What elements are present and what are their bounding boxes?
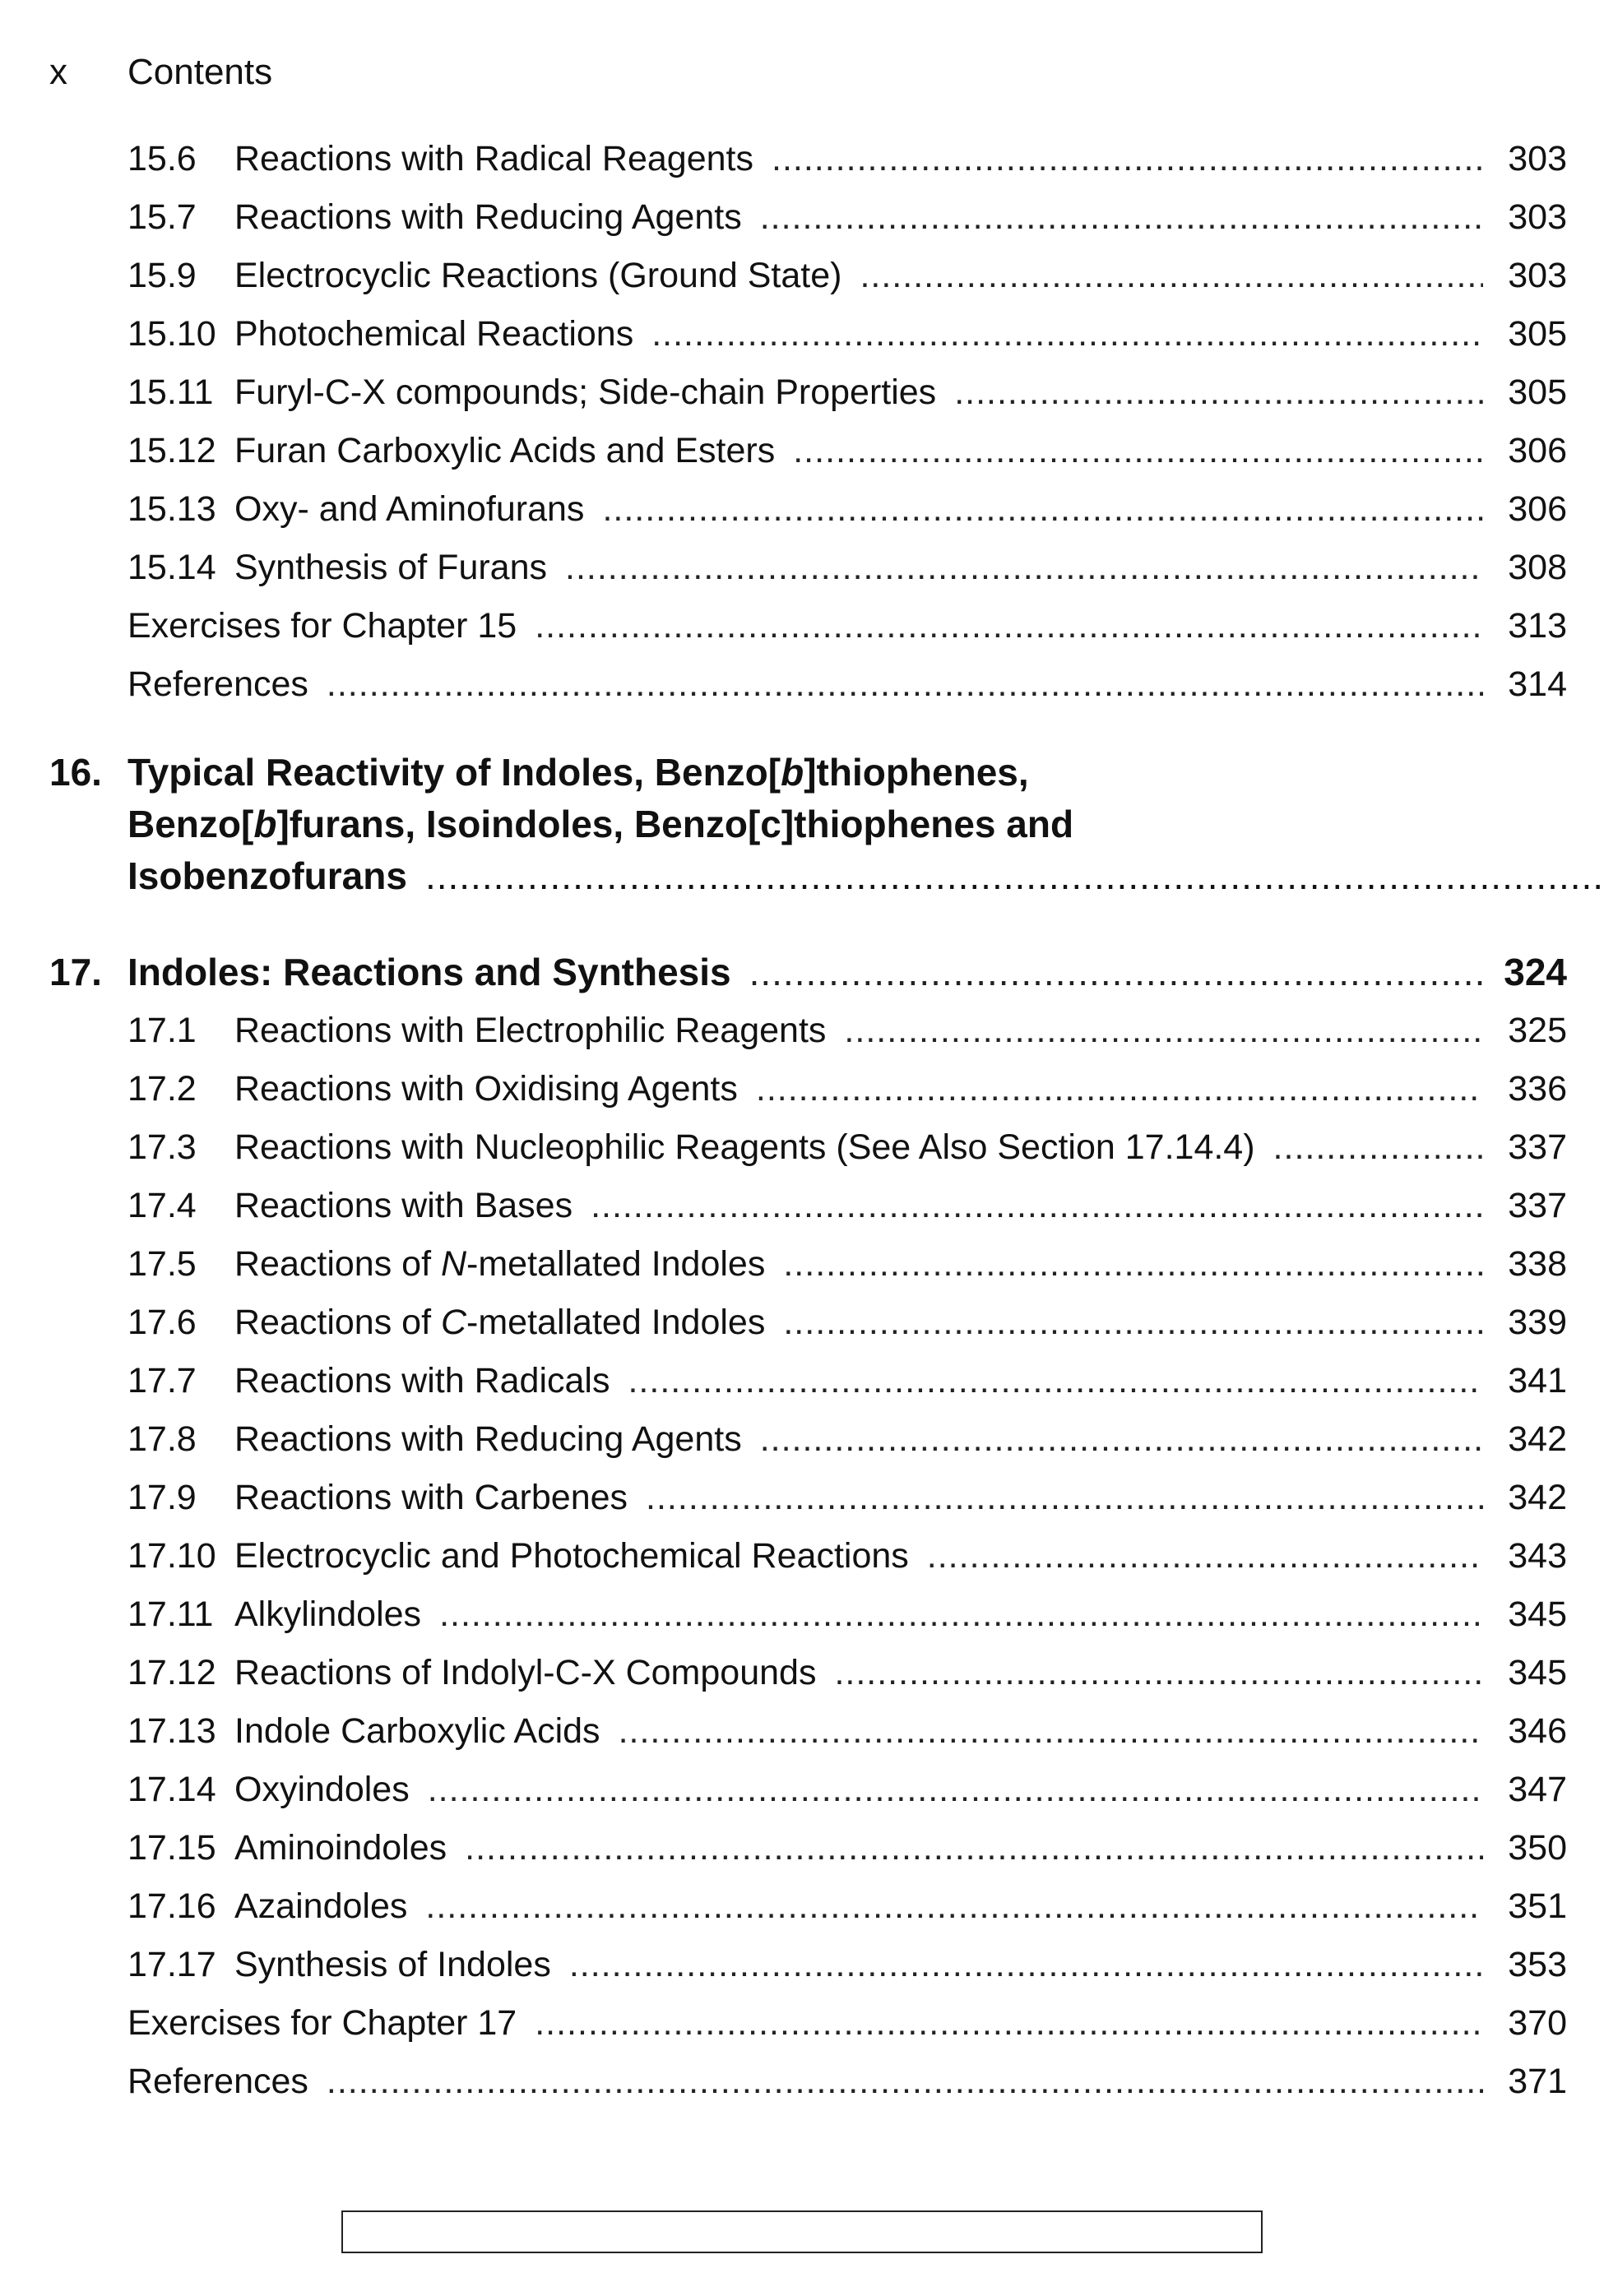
section-number: 17.17 bbox=[127, 1945, 216, 1984]
page-number: 345 bbox=[1508, 1653, 1567, 1692]
section-title: Synthesis of Furans bbox=[234, 548, 548, 587]
section-number: 17.16 bbox=[127, 1886, 216, 1926]
section-number: 15.12 bbox=[127, 431, 216, 470]
section-title: Indole Carboxylic Acids bbox=[234, 1711, 600, 1751]
page-number: 339 bbox=[1508, 1303, 1567, 1342]
dot-leader bbox=[439, 1585, 1483, 1644]
chapter-title-line-3: Isobenzofurans ..... bbox=[127, 850, 1604, 902]
page-number: 350 bbox=[1508, 1828, 1567, 1868]
page-number: 303 bbox=[1508, 139, 1567, 178]
section-number: 17.2 bbox=[127, 1069, 197, 1109]
table-of-contents bbox=[49, 130, 1567, 2111]
page-number: 338 bbox=[1508, 1244, 1567, 1284]
section-title: Oxyindoles bbox=[234, 1770, 410, 1809]
dot-leader bbox=[646, 1469, 1483, 1527]
dot-leader bbox=[425, 1877, 1483, 1936]
dot-leader bbox=[591, 1177, 1483, 1235]
toc-entry-references-17[interactable] bbox=[49, 2053, 1567, 2111]
dot-leader bbox=[834, 1644, 1483, 1702]
dot-leader bbox=[619, 1702, 1483, 1761]
dot-leader bbox=[602, 480, 1483, 539]
dot-leader bbox=[927, 1527, 1483, 1585]
dot-leader bbox=[749, 943, 1483, 1002]
section-title: Reactions with Bases bbox=[234, 1186, 573, 1225]
dot-leader bbox=[1273, 1118, 1483, 1177]
page-number: 353 bbox=[1508, 1945, 1567, 1984]
toc-entry-17-3[interactable] bbox=[49, 1118, 1567, 1177]
toc-entry-references-15[interactable] bbox=[49, 655, 1567, 714]
page-number: 351 bbox=[1508, 1886, 1567, 1926]
toc-chapter-16[interactable] bbox=[49, 747, 1567, 902]
section-number: 15.11 bbox=[127, 373, 214, 412]
section-number: 15.7 bbox=[127, 197, 197, 237]
dot-leader bbox=[772, 130, 1483, 188]
toc-entry-15-11[interactable] bbox=[49, 363, 1567, 422]
section-title: Furan Carboxylic Acids and Esters bbox=[234, 431, 776, 470]
dot-leader bbox=[565, 539, 1483, 597]
section-title: Oxy- and Aminofurans bbox=[234, 489, 585, 529]
section-title: Reactions of N-metallated Indoles bbox=[234, 1244, 766, 1284]
toc-entry-17-4[interactable] bbox=[49, 1177, 1567, 1235]
dot-leader bbox=[756, 1060, 1483, 1118]
section-title: Reactions with Carbenes bbox=[234, 1478, 628, 1517]
section-title: Reactions with Electrophilic Reagents bbox=[234, 1011, 827, 1050]
toc-entry-17-14[interactable] bbox=[49, 1761, 1567, 1819]
page-number: 345 bbox=[1508, 1595, 1567, 1634]
dot-leader bbox=[428, 1761, 1483, 1819]
toc-chapter-17[interactable] bbox=[49, 943, 1567, 1002]
toc-entry-17-15[interactable] bbox=[49, 1819, 1567, 1877]
chapter-number: 16. bbox=[49, 751, 102, 794]
section-number: 15.13 bbox=[127, 489, 216, 529]
section-number: 17.12 bbox=[127, 1653, 216, 1692]
toc-entry-15-9[interactable] bbox=[49, 247, 1567, 305]
page-number: 370 bbox=[1508, 2003, 1567, 2043]
page-number: 305 bbox=[1508, 373, 1567, 412]
section-title: Reactions with Oxidising Agents bbox=[234, 1069, 738, 1109]
chapter-title bbox=[127, 747, 1604, 902]
dot-leader bbox=[760, 188, 1483, 247]
toc-entry-17-5[interactable] bbox=[49, 1235, 1567, 1294]
page-number: 306 bbox=[1508, 431, 1567, 470]
dot-leader bbox=[783, 1294, 1483, 1352]
toc-entry-17-11[interactable] bbox=[49, 1585, 1567, 1644]
toc-entry-17-17[interactable] bbox=[49, 1936, 1567, 1994]
section-title: Photochemical Reactions bbox=[234, 314, 634, 354]
page-number: 303 bbox=[1508, 256, 1567, 295]
dot-leader bbox=[760, 1410, 1483, 1469]
dot-leader bbox=[844, 1002, 1483, 1060]
page-number: 303 bbox=[1508, 197, 1567, 237]
toc-entry-15-7[interactable] bbox=[49, 188, 1567, 247]
dot-leader bbox=[793, 422, 1483, 480]
page-number: 346 bbox=[1508, 1711, 1567, 1751]
section-title: Reactions with Radical Reagents bbox=[234, 139, 753, 178]
section-title: Alkylindoles bbox=[234, 1595, 422, 1634]
running-header bbox=[49, 48, 272, 97]
page-number: 305 bbox=[1508, 314, 1567, 354]
page-number: 337 bbox=[1508, 1186, 1567, 1225]
chapter-number: 17. bbox=[49, 951, 102, 993]
section-number: 17.15 bbox=[127, 1828, 216, 1868]
section-title: Reactions with Radicals bbox=[234, 1361, 610, 1400]
section-title: Reactions of Indolyl-C-X Compounds bbox=[234, 1653, 817, 1692]
chapter-title-line-2: Benzo[b]furans, Isoindoles, Benzo[c]thiophenes and bbox=[127, 803, 1074, 845]
section-number: 17.3 bbox=[127, 1127, 197, 1167]
header-title: Contents bbox=[127, 52, 273, 92]
page-number: 313 bbox=[1508, 606, 1567, 646]
section-number: 17.11 bbox=[127, 1595, 214, 1634]
toc-entry-15-10[interactable] bbox=[49, 305, 1567, 363]
dot-leader bbox=[327, 2053, 1483, 2111]
dot-leader bbox=[465, 1819, 1483, 1877]
section-title: Reactions with Reducing Agents bbox=[234, 197, 742, 237]
section-number: 17.14 bbox=[127, 1770, 216, 1809]
page-number: 306 bbox=[1508, 489, 1567, 529]
toc-entry-15-6[interactable] bbox=[49, 130, 1567, 188]
toc-entry-17-7[interactable] bbox=[49, 1352, 1567, 1410]
page-number: 324 bbox=[1504, 951, 1567, 993]
toc-entry-17-12[interactable] bbox=[49, 1644, 1567, 1702]
page-number: 342 bbox=[1508, 1419, 1567, 1459]
toc-entry-exercises-17[interactable] bbox=[49, 1994, 1567, 2053]
section-number: 17.13 bbox=[127, 1711, 216, 1751]
section-number: 17.8 bbox=[127, 1419, 197, 1459]
section-title: Aminoindoles bbox=[234, 1828, 447, 1868]
toc-entry-17-2[interactable] bbox=[49, 1060, 1567, 1118]
section-title: Exercises for Chapter 15 bbox=[127, 606, 517, 646]
toc-entry-17-6[interactable] bbox=[49, 1294, 1567, 1352]
section-number: 17.10 bbox=[127, 1536, 216, 1576]
chapter-title: Indoles: Reactions and Synthesis bbox=[127, 951, 731, 993]
page-number: 336 bbox=[1508, 1069, 1567, 1109]
dot-leader bbox=[860, 247, 1483, 305]
footer-box bbox=[341, 2210, 1263, 2253]
section-number: 17.6 bbox=[127, 1303, 197, 1342]
page-number: 341 bbox=[1508, 1361, 1567, 1400]
toc-entry-17-10[interactable] bbox=[49, 1527, 1567, 1585]
toc-entry-17-9[interactable] bbox=[49, 1469, 1567, 1527]
dot-leader bbox=[535, 1994, 1483, 2053]
page-number: 337 bbox=[1508, 1127, 1567, 1167]
toc-entry-17-13[interactable] bbox=[49, 1702, 1567, 1761]
dot-leader bbox=[628, 1352, 1483, 1410]
section-title: Synthesis of Indoles bbox=[234, 1945, 551, 1984]
section-number: 15.10 bbox=[127, 314, 216, 354]
spacer bbox=[49, 714, 1567, 747]
dot-leader bbox=[569, 1936, 1483, 1994]
header-page-number: x bbox=[49, 52, 67, 92]
toc-entry-17-16[interactable] bbox=[49, 1877, 1567, 1936]
section-title: Azaindoles bbox=[234, 1886, 408, 1926]
section-title: Electrocyclic and Photochemical Reactions bbox=[234, 1536, 909, 1576]
section-number: 17.9 bbox=[127, 1478, 197, 1517]
page-number: 308 bbox=[1508, 548, 1567, 587]
toc-entry-15-12[interactable] bbox=[49, 422, 1567, 480]
toc-entry-exercises-15[interactable] bbox=[49, 597, 1567, 655]
toc-entry-17-1[interactable] bbox=[49, 1002, 1567, 1060]
spacer bbox=[49, 902, 1567, 943]
dot-leader bbox=[651, 305, 1483, 363]
section-number: 17.1 bbox=[127, 1011, 197, 1050]
page-number: 347 bbox=[1508, 1770, 1567, 1809]
chapter-title-line-1: Typical Reactivity of Indoles, Benzo[b]thiophenes, bbox=[127, 751, 1029, 794]
toc-entry-17-8[interactable] bbox=[49, 1410, 1567, 1469]
section-number: 17.4 bbox=[127, 1186, 197, 1225]
section-title: Electrocyclic Reactions (Ground State) bbox=[234, 256, 842, 295]
page-number: 314 bbox=[1508, 664, 1567, 704]
toc-entry-15-13[interactable] bbox=[49, 480, 1567, 539]
page-number: 325 bbox=[1508, 1011, 1567, 1050]
dot-leader bbox=[783, 1235, 1483, 1294]
section-title: Reactions with Reducing Agents bbox=[234, 1419, 742, 1459]
dot-leader bbox=[954, 363, 1483, 422]
section-title: Exercises for Chapter 17 bbox=[127, 2003, 517, 2043]
section-number: 15.9 bbox=[127, 256, 197, 295]
toc-entry-15-14[interactable] bbox=[49, 539, 1567, 597]
page-number: 371 bbox=[1508, 2062, 1567, 2101]
section-title: Reactions of C-metallated Indoles bbox=[234, 1303, 766, 1342]
section-title: References bbox=[127, 2062, 308, 2101]
page-number: 342 bbox=[1508, 1478, 1567, 1517]
section-number: 17.7 bbox=[127, 1361, 197, 1400]
section-title: Reactions with Nucleophilic Reagents (See Also Section 17.14.4) bbox=[234, 1127, 1255, 1167]
dot-leader bbox=[535, 597, 1483, 655]
dot-leader bbox=[327, 655, 1483, 714]
section-title: References bbox=[127, 664, 308, 704]
dot-leader bbox=[425, 850, 1604, 902]
section-number: 15.6 bbox=[127, 139, 197, 178]
section-number: 15.14 bbox=[127, 548, 216, 587]
page-number: 343 bbox=[1508, 1536, 1567, 1576]
section-title: Furyl-C-X compounds; Side-chain Properties bbox=[234, 373, 937, 412]
section-number: 17.5 bbox=[127, 1244, 197, 1284]
